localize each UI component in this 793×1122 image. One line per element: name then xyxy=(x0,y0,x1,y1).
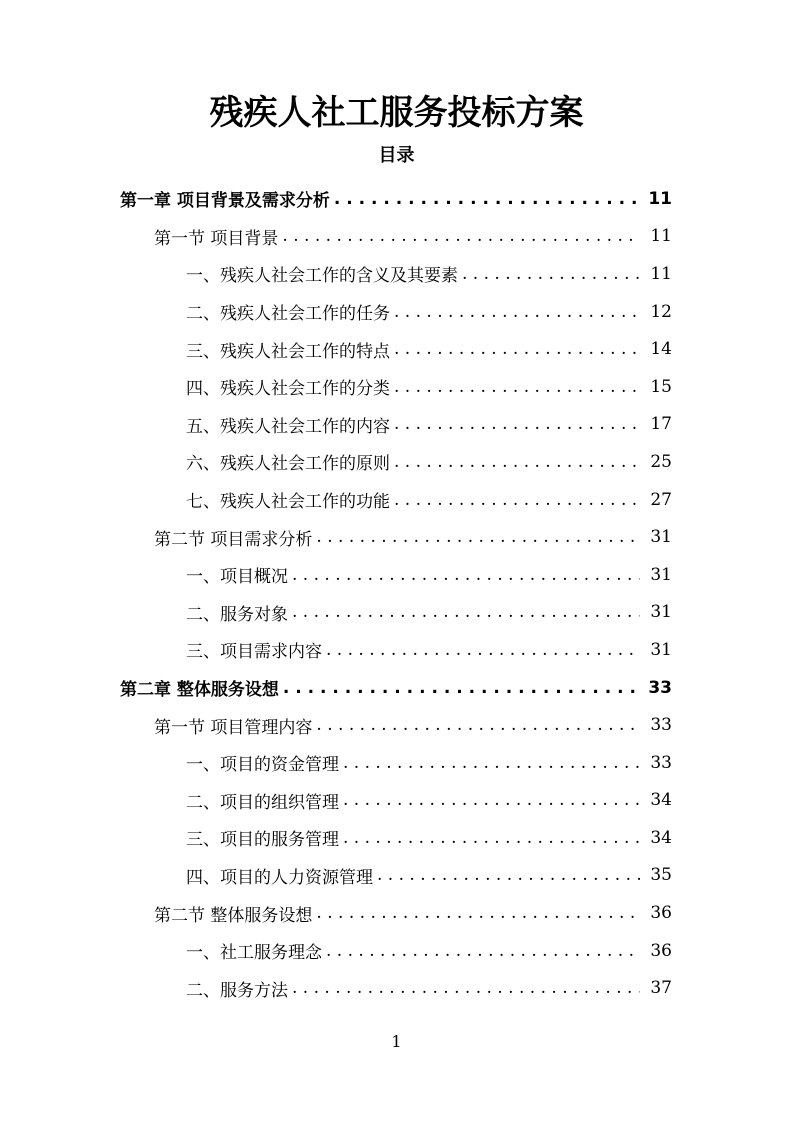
toc-dot-leader xyxy=(394,452,640,472)
toc-dot-leader xyxy=(283,678,640,698)
toc-entry-page: 33 xyxy=(650,715,672,736)
toc-entry[interactable] xyxy=(0,932,793,970)
toc-entry-page: 17 xyxy=(650,414,672,435)
table-of-contents xyxy=(0,180,793,1007)
toc-entry-label: 二、服务方法 xyxy=(186,980,288,1001)
toc-entry-label: 第二节 项目需求分析 xyxy=(154,529,313,550)
toc-dot-leader xyxy=(394,339,640,359)
toc-entry[interactable] xyxy=(0,293,793,331)
toc-dot-leader xyxy=(282,226,640,246)
toc-entry[interactable] xyxy=(0,857,793,895)
toc-entry-page: 35 xyxy=(650,865,672,886)
toc-entry-label: 四、残疾人社会工作的分类 xyxy=(186,379,390,400)
toc-dot-leader xyxy=(316,527,640,547)
toc-entry-page: 34 xyxy=(650,790,672,811)
toc-entry[interactable] xyxy=(0,594,793,632)
toc-entry[interactable] xyxy=(0,443,793,481)
toc-entry-page: 25 xyxy=(650,451,672,472)
toc-entry-page: 31 xyxy=(650,639,672,660)
toc-entry[interactable] xyxy=(0,744,793,782)
toc-entry-label: 三、项目需求内容 xyxy=(186,642,322,663)
toc-entry[interactable] xyxy=(0,819,793,857)
toc-dot-leader xyxy=(316,903,640,923)
toc-entry-label: 二、服务对象 xyxy=(186,604,288,625)
toc-entry-label: 第一节 项目管理内容 xyxy=(154,717,313,738)
toc-entry-label: 四、项目的人力资源管理 xyxy=(186,867,373,888)
toc-dot-leader xyxy=(292,978,640,998)
toc-entry-page: 36 xyxy=(650,903,672,924)
toc-entry-label: 一、残疾人社会工作的含义及其要素 xyxy=(186,266,458,287)
toc-entry[interactable] xyxy=(0,706,793,744)
toc-entry[interactable] xyxy=(0,556,793,594)
toc-dot-leader xyxy=(292,565,640,585)
toc-dot-leader xyxy=(394,414,640,434)
toc-entry-label: 三、残疾人社会工作的特点 xyxy=(186,341,390,362)
toc-entry-page: 15 xyxy=(650,376,672,397)
toc-dot-leader xyxy=(334,189,640,209)
toc-dot-leader xyxy=(316,715,640,735)
toc-dot-leader xyxy=(326,941,640,961)
toc-entry-page: 33 xyxy=(648,677,672,698)
document-title: 残疾人社工服务投标方案 xyxy=(209,93,584,133)
toc-entry[interactable] xyxy=(0,330,793,368)
toc-entry-page: 31 xyxy=(650,527,672,548)
toc-dot-leader xyxy=(326,640,640,660)
toc-entry-label: 一、项目概况 xyxy=(186,567,288,588)
toc-entry[interactable] xyxy=(0,406,793,444)
toc-entry-label: 七、残疾人社会工作的功能 xyxy=(186,492,390,513)
toc-dot-leader xyxy=(377,865,640,885)
toc-entry[interactable] xyxy=(0,255,793,293)
toc-entry-label: 第二章 整体服务设想 xyxy=(120,680,279,701)
toc-entry[interactable] xyxy=(0,180,793,218)
toc-entry[interactable] xyxy=(0,218,793,256)
toc-entry-page: 11 xyxy=(650,263,672,284)
toc-entry-page: 31 xyxy=(650,564,672,585)
toc-entry-label: 二、残疾人社会工作的任务 xyxy=(186,304,390,325)
toc-entry-label: 一、项目的资金管理 xyxy=(186,755,339,776)
toc-entry-page: 14 xyxy=(650,339,672,360)
toc-entry-label: 一、社工服务理念 xyxy=(186,943,322,964)
toc-entry[interactable] xyxy=(0,481,793,519)
toc-entry[interactable] xyxy=(0,518,793,556)
toc-entry-page: 12 xyxy=(650,301,672,322)
toc-entry[interactable] xyxy=(0,969,793,1007)
toc-entry[interactable] xyxy=(0,368,793,406)
toc-dot-leader xyxy=(343,790,640,810)
toc-entry[interactable] xyxy=(0,894,793,932)
page-number: 1 xyxy=(391,1032,402,1051)
toc-entry-page: 36 xyxy=(650,940,672,961)
toc-heading: 目录 xyxy=(378,145,415,166)
toc-dot-leader xyxy=(394,302,640,322)
toc-entry-page: 11 xyxy=(650,226,672,247)
toc-dot-leader xyxy=(462,264,640,284)
toc-entry-label: 五、残疾人社会工作的内容 xyxy=(186,416,390,437)
toc-entry-label: 第二节 整体服务设想 xyxy=(154,905,313,926)
toc-entry-page: 37 xyxy=(650,978,672,999)
toc-entry[interactable] xyxy=(0,631,793,669)
toc-entry[interactable] xyxy=(0,782,793,820)
toc-entry-page: 27 xyxy=(650,489,672,510)
toc-entry-label: 二、项目的组织管理 xyxy=(186,792,339,813)
toc-dot-leader xyxy=(394,377,640,397)
toc-entry-page: 31 xyxy=(650,602,672,623)
toc-entry[interactable] xyxy=(0,669,793,707)
toc-entry-label: 第一章 项目背景及需求分析 xyxy=(120,191,330,212)
toc-entry-page: 34 xyxy=(650,827,672,848)
toc-dot-leader xyxy=(343,753,640,773)
toc-dot-leader xyxy=(394,490,640,510)
toc-entry-label: 三、项目的服务管理 xyxy=(186,830,339,851)
toc-entry-label: 六、残疾人社会工作的原则 xyxy=(186,454,390,475)
toc-dot-leader xyxy=(343,828,640,848)
toc-entry-page: 33 xyxy=(650,752,672,773)
toc-entry-page: 11 xyxy=(648,188,672,209)
toc-entry-label: 第一节 项目背景 xyxy=(154,228,279,249)
toc-dot-leader xyxy=(292,602,640,622)
